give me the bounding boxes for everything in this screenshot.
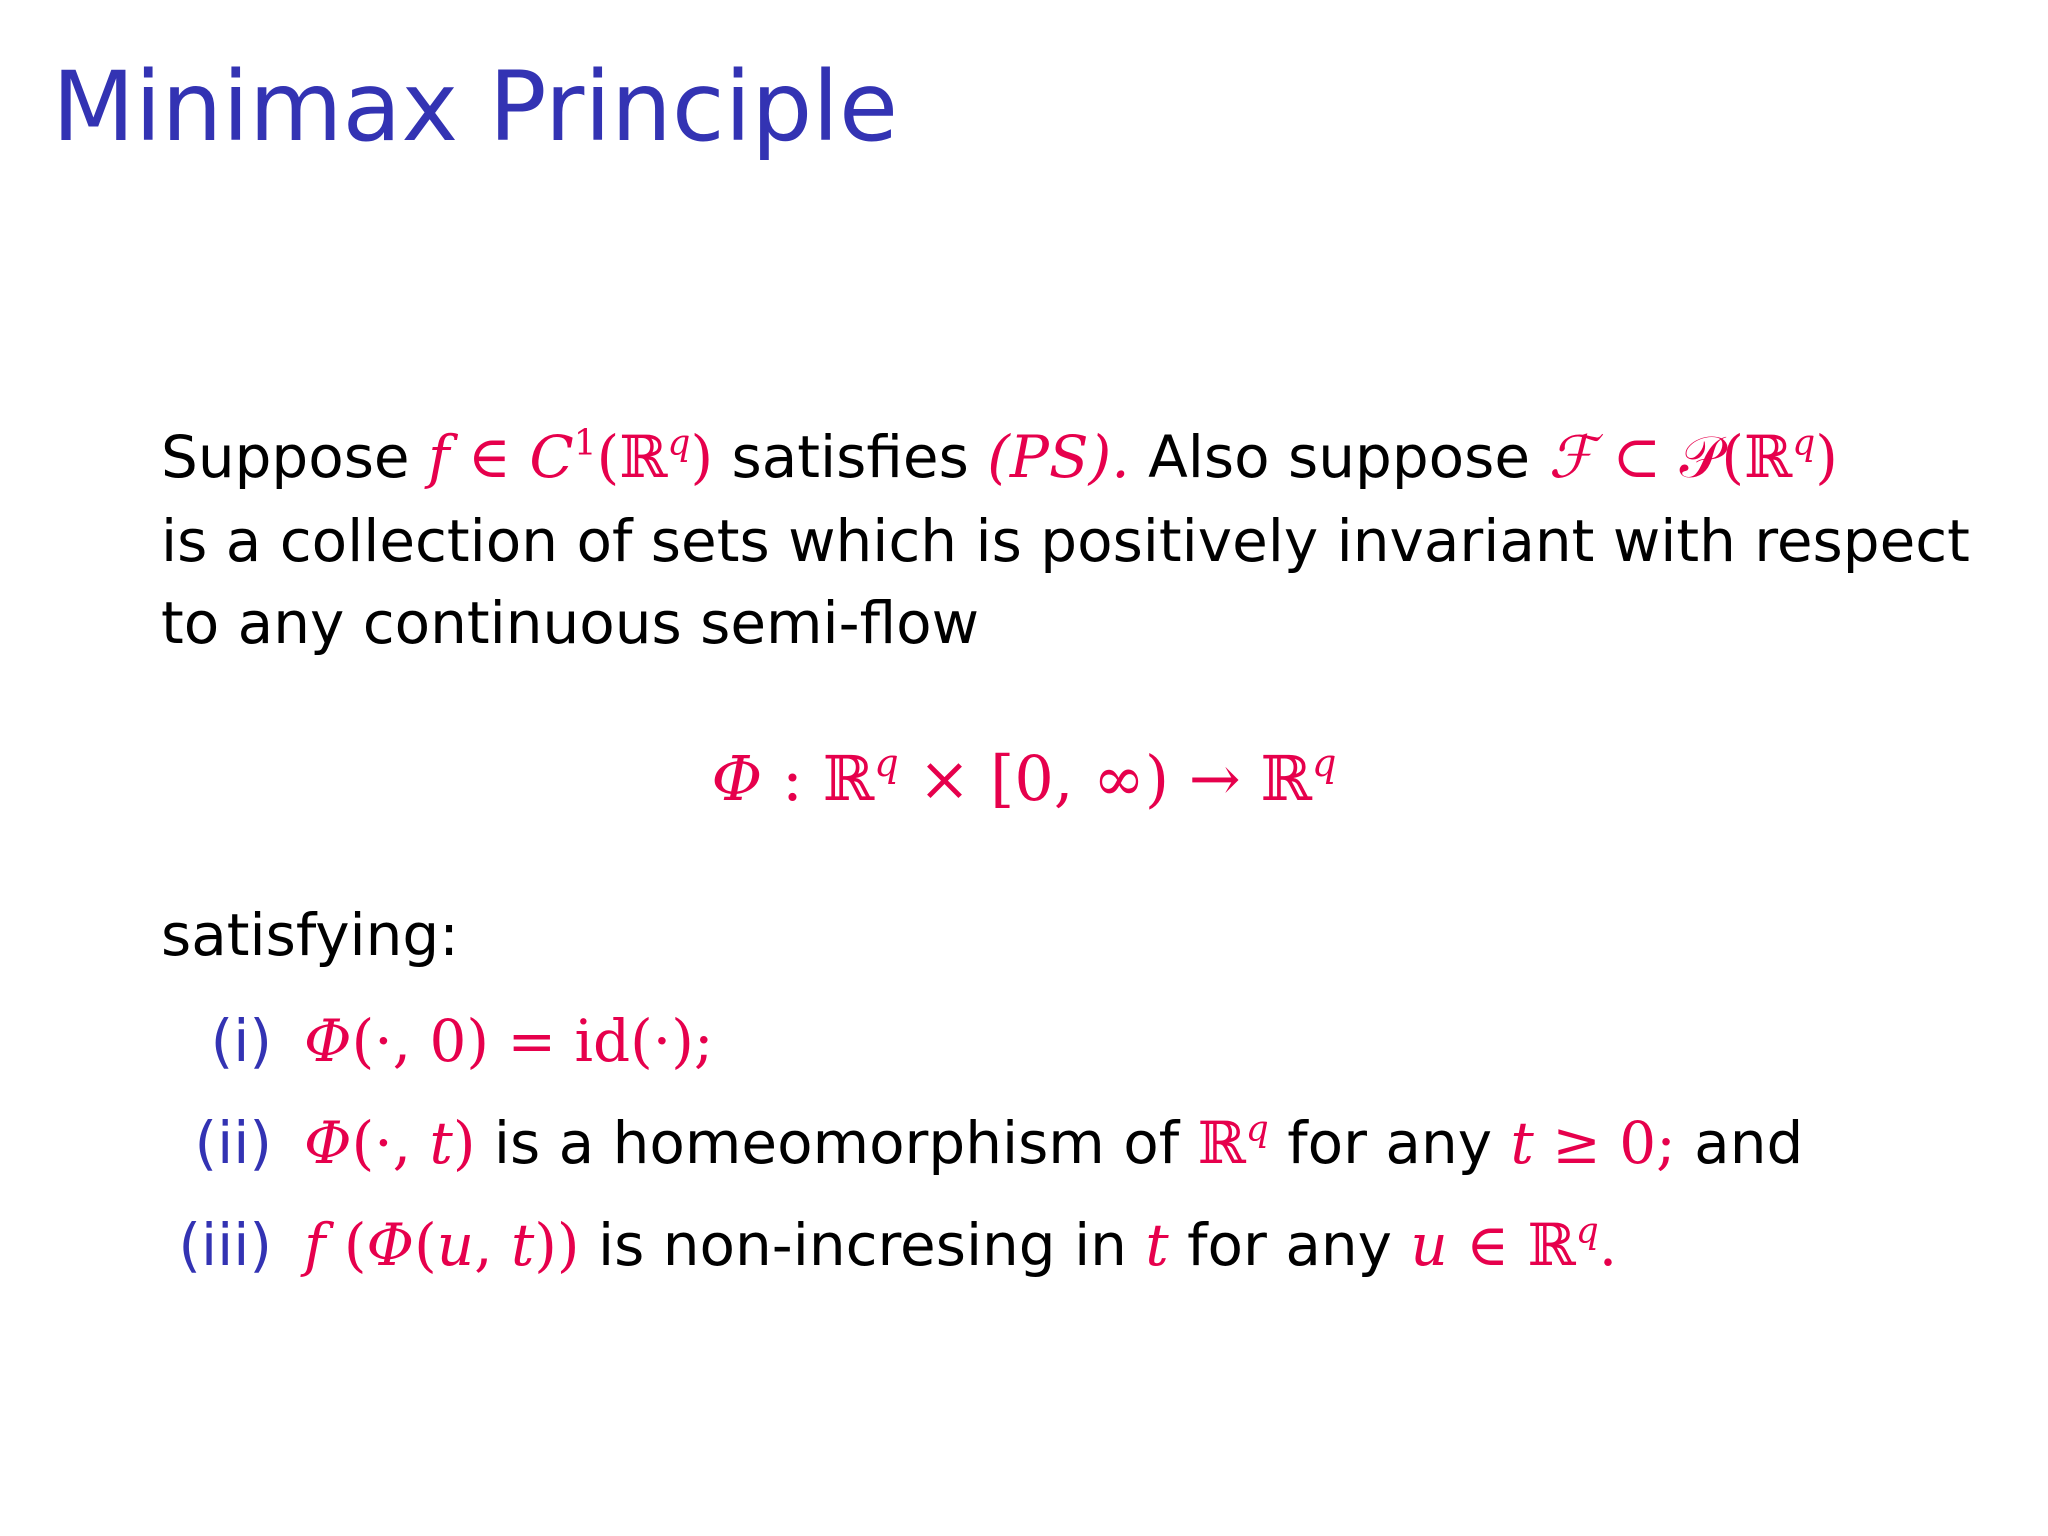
math-display-q-a: q: [874, 741, 899, 787]
text-iii-a: is non-incresing in: [598, 1211, 1127, 1279]
math-display-part-b: × [0, ∞) → ℝ: [898, 742, 1312, 815]
text-ii-b: for any: [1287, 1109, 1493, 1177]
item-label-i: (i): [210, 1007, 272, 1075]
math-rq-close: ): [690, 423, 714, 491]
math-iii-u2: u: [1410, 1211, 1448, 1279]
math-ii-r: ℝ: [1197, 1109, 1246, 1177]
math-ii-t2: t: [1510, 1109, 1534, 1177]
math-iii-t2: t: [1145, 1211, 1169, 1279]
math-phi: Φ: [711, 742, 763, 815]
math-iii-phi: Φ: [366, 1211, 415, 1279]
math-ps: (PS).: [987, 423, 1130, 491]
text-ii-a: is a homeomorphism of: [493, 1109, 1180, 1177]
math-iii-u: u: [436, 1211, 475, 1279]
math-close-paren: ): [1815, 423, 1838, 491]
paragraph-line-2: is a collection of sets which is positively invariant with respect: [161, 507, 1970, 575]
math-ii-geq: ≥ 0;: [1552, 1109, 1676, 1177]
item-label-iii: (iii): [178, 1211, 272, 1279]
slide-title: Minimax Principle: [52, 51, 898, 163]
paragraph-line-1: [161, 422, 1838, 492]
text-iii-b: for any: [1187, 1211, 1392, 1279]
math-f-in-c1: f ∈ C: [428, 423, 574, 491]
math-phi-i: Φ: [304, 1007, 352, 1075]
display-equation: [0, 742, 2048, 816]
word-satisfies: satisfies: [731, 423, 969, 491]
item-body-ii: [304, 1108, 1803, 1178]
word-also-suppose: Also suppose: [1148, 423, 1531, 491]
math-rq-open: (ℝ: [596, 423, 668, 491]
item-body-i: [304, 1006, 713, 1076]
text-ii-c: and: [1694, 1109, 1804, 1177]
math-iii-paren: (: [414, 1211, 437, 1279]
math-q-superscript-1: q: [667, 422, 691, 464]
math-ii-a: (·,: [351, 1109, 412, 1177]
math-c1-superscript: 1: [573, 422, 597, 464]
math-iii-dot: .: [1598, 1211, 1618, 1279]
math-q-superscript-2: q: [1792, 422, 1816, 464]
math-iii-comma: ,: [474, 1211, 511, 1279]
math-iii-t: t: [510, 1211, 535, 1279]
paragraph-line-3: to any continuous semi-flow: [161, 589, 980, 657]
item-body-iii: [304, 1210, 1617, 1280]
math-ii-t: t: [429, 1109, 453, 1177]
math-display-part-a: : ℝ: [762, 742, 875, 815]
math-item-i: (·, 0) = id(·);: [351, 1007, 714, 1075]
math-iii-open: (: [325, 1211, 367, 1279]
math-script-f: ℱ: [1548, 423, 1595, 491]
math-display-q-b: q: [1311, 741, 1337, 787]
math-ii-b: ): [452, 1109, 476, 1177]
math-iii-close: )): [534, 1211, 580, 1279]
math-subset-p: ⊂ 𝒫(ℝ: [1612, 423, 1793, 491]
math-iii-in: ∈ ℝ: [1466, 1211, 1576, 1279]
math-phi-ii: Φ: [304, 1109, 352, 1177]
word-suppose: Suppose: [161, 423, 410, 491]
satisfying-label: satisfying:: [161, 901, 459, 969]
math-ii-q: q: [1245, 1108, 1269, 1150]
math-iii-f: f: [304, 1211, 326, 1279]
math-iii-q: q: [1575, 1210, 1599, 1252]
item-label-ii: (ii): [194, 1109, 272, 1177]
